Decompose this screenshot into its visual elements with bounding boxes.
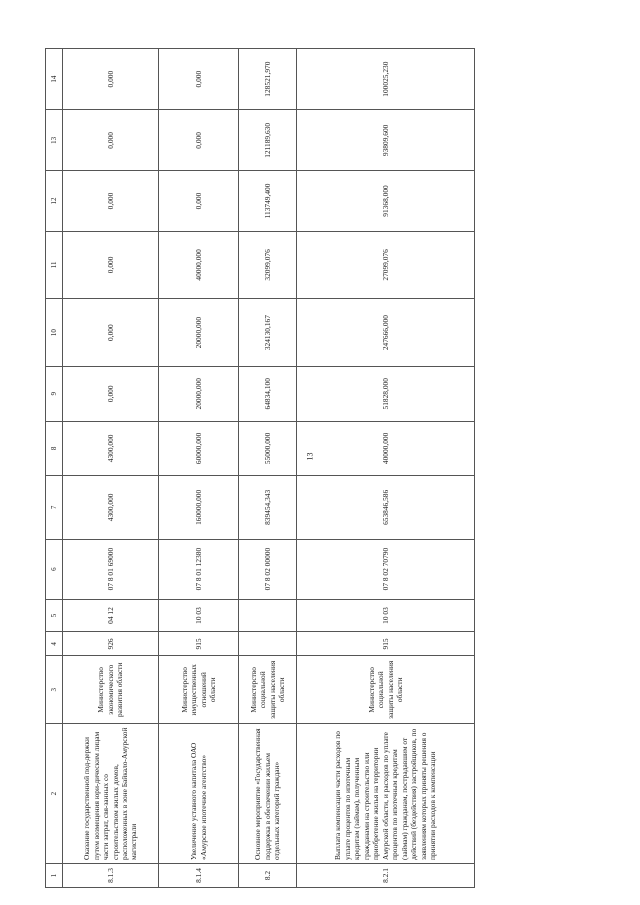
table-row: [63, 49, 159, 888]
header-cell: 1: [46, 863, 63, 887]
row-c11: 0,000: [63, 231, 159, 299]
header-cell: 5: [46, 599, 63, 632]
row-code: 8.2.1: [297, 863, 475, 887]
row-c13: 93809,600: [297, 110, 475, 171]
row-c10: 0,000: [63, 299, 159, 367]
row-c8: 60000,000: [159, 421, 239, 476]
header-cell: 12: [46, 171, 63, 231]
row-c9: 51828,000: [297, 366, 475, 421]
header-cell: 9: [46, 366, 63, 421]
row-c14: 128521,970: [239, 49, 297, 110]
header-cell: 14: [46, 49, 63, 110]
row-c8: 55000,000: [239, 421, 297, 476]
row-c4: 915: [159, 632, 239, 656]
row-c7: 653846,586: [297, 476, 475, 539]
row-c6: 07 8 02 70790: [297, 539, 475, 599]
row-c5: [239, 599, 297, 632]
row-c10: 324130,167: [239, 299, 297, 367]
rotated-table-wrapper: [45, 48, 471, 888]
row-c8: 4300,000: [63, 421, 159, 476]
row-name: Основное мероприятие «Государственная поддержка в обеспечении жильем отдельных категорий граждан»: [239, 724, 297, 864]
row-code: 8.1.3: [63, 863, 159, 887]
row-c14: 0,000: [63, 49, 159, 110]
row-c4: 915: [297, 632, 475, 656]
row-name: Оказание государственной под-держки путем возмещения юри-дическим лицам части затрат, свя-занных со строительством жилых домов, расположенных в зоне Байкало-Амурской магистрали: [63, 724, 159, 864]
row-c4: [239, 632, 297, 656]
header-cell: 4: [46, 632, 63, 656]
header-cell: 8: [46, 421, 63, 476]
header-cell: 6: [46, 539, 63, 599]
row-c13: 0,000: [63, 110, 159, 171]
row-c6: 07 8 01 12380: [159, 539, 239, 599]
row-c14: 100025,230: [297, 49, 475, 110]
page-number: 13: [305, 452, 315, 461]
row-c4: 926: [63, 632, 159, 656]
document-sheet: [45, 48, 471, 888]
row-c11: 32099,076: [239, 231, 297, 299]
row-code: 8.2: [239, 863, 297, 887]
row-executor: Министерство имущественных отношений области: [159, 656, 239, 724]
row-c13: 0,000: [159, 110, 239, 171]
row-c13: 121189,630: [239, 110, 297, 171]
row-c6: 07 8 02 00000: [239, 539, 297, 599]
table-row: [159, 49, 239, 888]
row-c5: 10 03: [159, 599, 239, 632]
row-code: 8.1.4: [159, 863, 239, 887]
row-c9: 0,000: [63, 366, 159, 421]
header-cell: 7: [46, 476, 63, 539]
table-row: [239, 49, 297, 888]
header-cell: 2: [46, 724, 63, 864]
row-name: Увеличение уставного капитала ОАО «Амурское ипотечное агентство»: [159, 724, 239, 864]
row-c9: 64834,100: [239, 366, 297, 421]
row-executor: Министерство социальной защиты населения области: [297, 656, 475, 724]
header-cell: 3: [46, 656, 63, 724]
header-row: [46, 49, 63, 888]
row-c10: 20000,000: [159, 299, 239, 367]
row-c11: 27099,076: [297, 231, 475, 299]
row-c7: 160000,000: [159, 476, 239, 539]
row-c5: 10 03: [297, 599, 475, 632]
row-executor: Министерство экономического развития области: [63, 656, 159, 724]
row-c6: 07 8 01 69000: [63, 539, 159, 599]
row-executor: Министерство социальной защиты населения области: [239, 656, 297, 724]
row-c8: 40000,000: [297, 421, 475, 476]
program-table: [45, 48, 475, 888]
row-c12: 0,000: [159, 171, 239, 231]
header-cell: 11: [46, 231, 63, 299]
header-cell: 13: [46, 110, 63, 171]
row-c7: 4300,000: [63, 476, 159, 539]
table-row: [297, 49, 475, 888]
row-c11: 40000,000: [159, 231, 239, 299]
row-c7: 839454,343: [239, 476, 297, 539]
row-c9: 20000,000: [159, 366, 239, 421]
row-c5: 04 12: [63, 599, 159, 632]
row-c12: 91368,000: [297, 171, 475, 231]
row-c10: 247666,000: [297, 299, 475, 367]
header-cell: 10: [46, 299, 63, 367]
row-c12: 113749,400: [239, 171, 297, 231]
row-c14: 0,000: [159, 49, 239, 110]
row-name: Выплата компенсации части расходов по уплате процентов по ипотечным кредитам (займам), полученным гражданами на строительство или приобретение жилья на территории Амурской области, и расходов по уплате процентов по ипотечным кредитам (займам) гражданам, пострадавшим от действий (бездействия) застройщиков, по заявлениям которых приняты решения о принятии расходов к компенсации: [297, 724, 475, 864]
row-c12: 0,000: [63, 171, 159, 231]
